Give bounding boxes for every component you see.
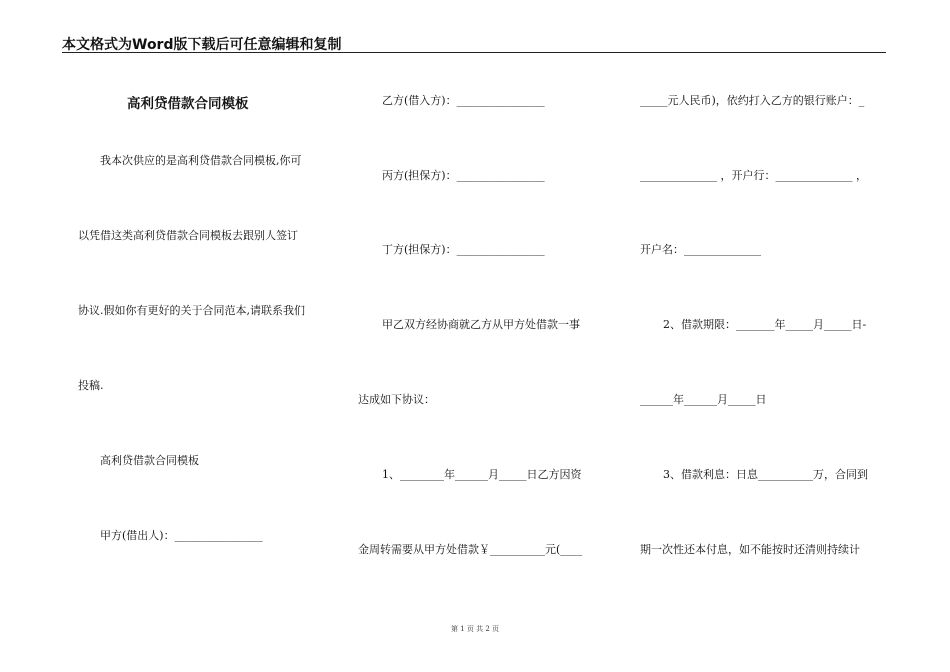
col1-line: 以凭借这类高利贷借款合同模板去跟别人签订 [78, 229, 298, 242]
col2-line: 乙方(借入方)：________________ [382, 94, 545, 107]
col2-line: 甲乙双方经协商就乙方从甲方处借款一事 [382, 318, 580, 331]
col3-line: 3、借款利息：日息__________万，合同到 [663, 468, 868, 481]
page-indicator: 第 1 页 共 2 页 [450, 625, 500, 633]
col3-line: 2、借款期限：_______年_____月_____日- [663, 318, 867, 331]
col3-line: 开户名：______________ [640, 243, 761, 256]
header-divider [62, 52, 886, 53]
col2-line: 达成如下协议： [358, 393, 435, 406]
col2-line: 丙方(担保方)：________________ [382, 169, 545, 182]
document-title: 高利贷借款合同模板 [127, 96, 249, 112]
col2-line: 1、________年______月_____日乙方因资 [382, 468, 582, 481]
col3-line: 期一次性还本付息，如不能按时还清则持续计 [640, 543, 860, 556]
col1-line: 协议.假如你有更好的关于合同范本,请联系我们 [78, 304, 305, 317]
col1-line: 甲方(借出人)：________________ [100, 529, 263, 542]
col3-line: ______年______月_____日 [640, 393, 767, 406]
col2-line: 金周转需要从甲方处借款￥__________元(____ [358, 543, 583, 556]
col3-line: _____元人民币)，依约打入乙方的银行账户：_ [640, 94, 865, 107]
col1-line: 投稿. [78, 379, 104, 392]
col1-line: 我本次供应的是高利贷借款合同模板,你可 [100, 154, 302, 167]
col2-line: 丁方(担保方)：________________ [382, 243, 545, 256]
page-header-title: 本文格式为Word版下载后可任意编辑和复制 [62, 37, 342, 53]
col3-line: ______________ ，开户行：______________ ， [640, 169, 867, 182]
col1-line: 高利贷借款合同模板 [100, 454, 199, 467]
